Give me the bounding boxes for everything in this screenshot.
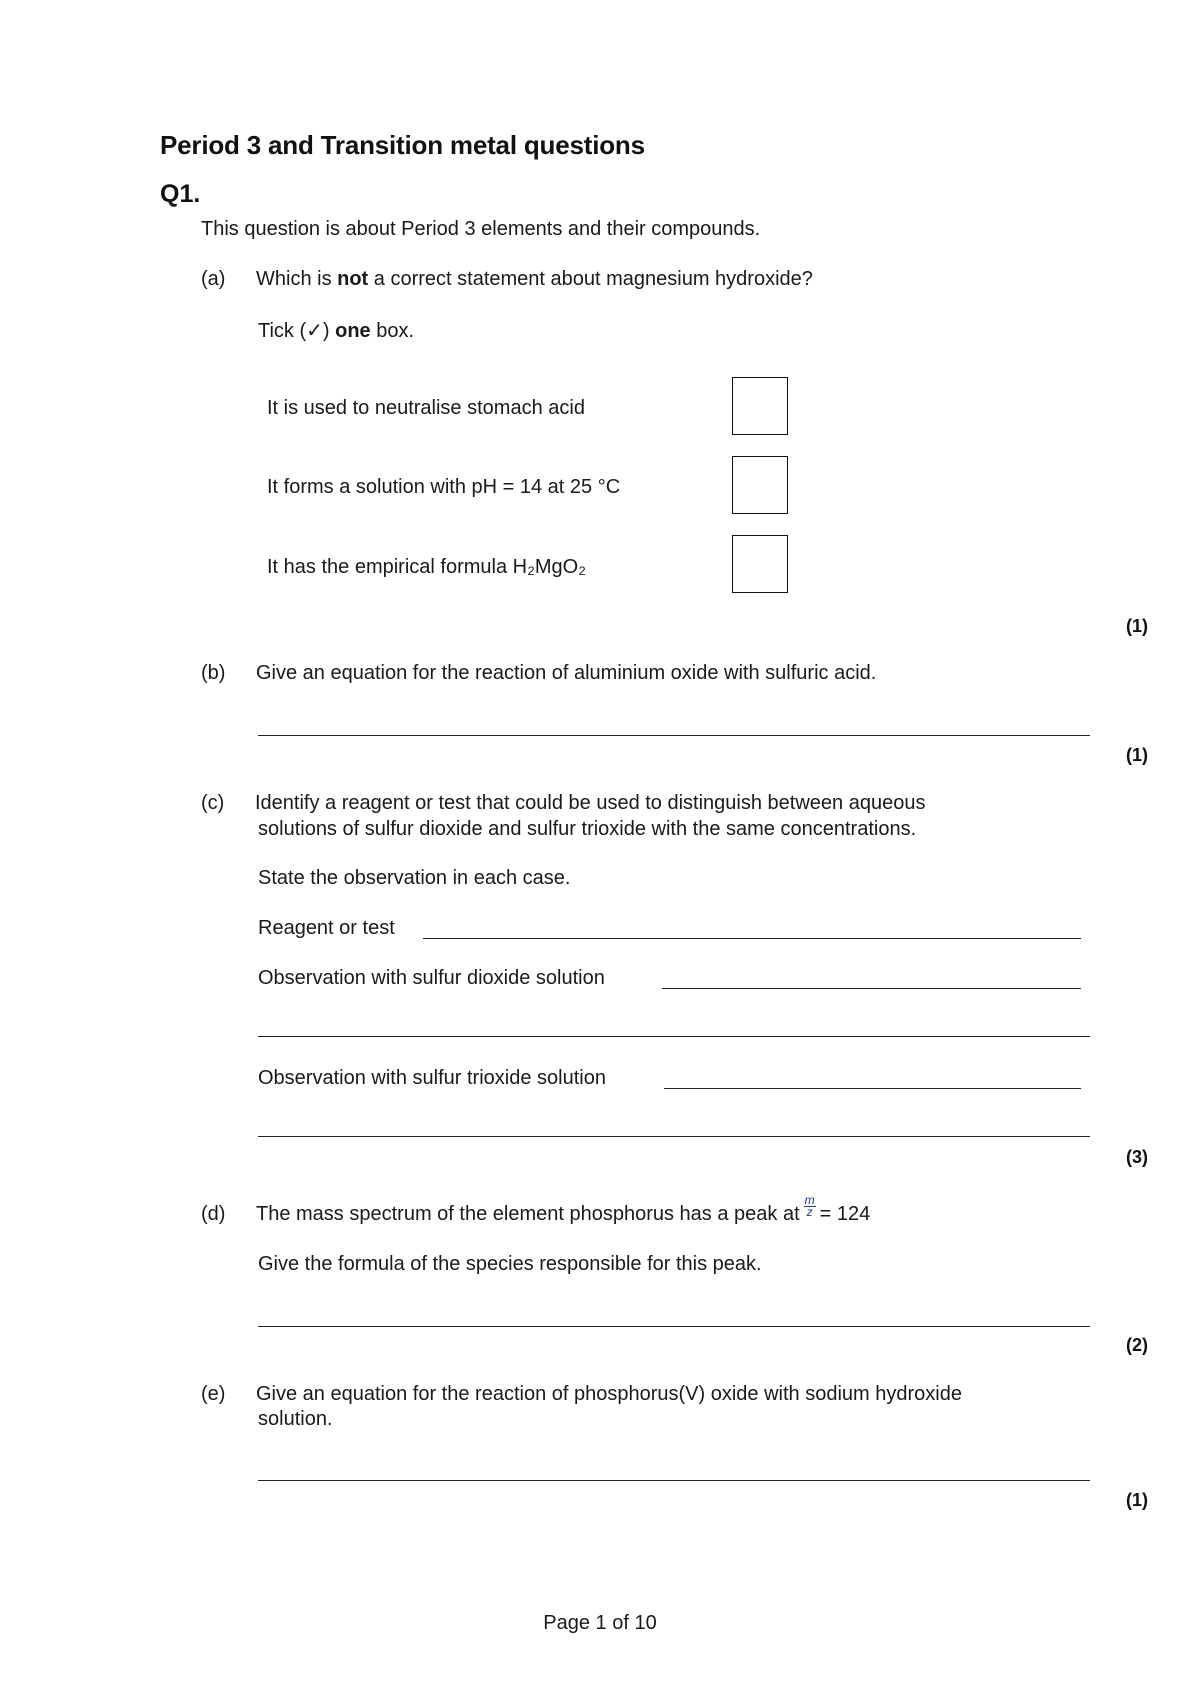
part-e-answer-line[interactable] (258, 1480, 1090, 1481)
part-d-text (256, 1193, 871, 1226)
part-c-marks: (3) (1126, 1147, 1148, 1167)
part-c-label: (c) (201, 792, 225, 814)
part-b-text: Give an equation for the reaction of aluminium oxide with sulfuric acid. (256, 662, 877, 684)
part-d-answer-line[interactable] (258, 1326, 1090, 1327)
part-a-marks: (1) (1126, 616, 1148, 636)
part-c-text-line2: solutions of sulfur dioxide and sulfur trioxide with the same concentrations. (258, 818, 917, 840)
obs-so3-label: Observation with sulfur trioxide solution (258, 1067, 606, 1089)
option-1-label: It is used to neutralise stomach acid (267, 397, 585, 419)
page-title: Period 3 and Transition metal questions (160, 130, 645, 160)
part-a-stem-before: Which is (256, 268, 338, 290)
reagent-label: Reagent or test (258, 917, 395, 939)
reagent-answer-line[interactable] (423, 938, 1081, 939)
option-2-label: It forms a solution with pH = 14 at 25 °C (267, 476, 621, 498)
part-b-label: (b) (201, 662, 226, 684)
tick-text-bold: one (335, 320, 371, 342)
question-intro: This question is about Period 3 elements and their compounds. (201, 218, 761, 240)
part-b-answer-line[interactable] (258, 735, 1090, 736)
part-e-marks: (1) (1126, 1490, 1148, 1510)
tick-text-after: box. (370, 320, 415, 342)
obs-so2-answer-line[interactable] (662, 988, 1081, 989)
part-a-stem (256, 268, 813, 291)
page-number: Page 1 of 10 (543, 1612, 657, 1634)
option-3-label: It has the empirical formula H₂MgO₂ (267, 556, 586, 578)
tick-text-before: Tick ( (258, 320, 307, 342)
obs-so3-answer-line-2[interactable] (258, 1136, 1090, 1137)
m-over-z-fraction (804, 1195, 816, 1218)
option-1-checkbox[interactable] (732, 377, 788, 435)
part-d-text-after: = 124 (819, 1203, 871, 1225)
part-d-label: (d) (201, 1203, 226, 1225)
part-b-marks: (1) (1126, 745, 1148, 765)
fraction-denominator: z (806, 1205, 813, 1220)
part-e-text-line1: Give an equation for the reaction of phosphorus(V) oxide with sodium hydroxide (256, 1383, 962, 1405)
part-a-stem-bold: not (337, 268, 369, 290)
part-d-question: Give the formula of the species responsible for this peak. (258, 1253, 762, 1275)
fraction-numerator: m (804, 1193, 815, 1208)
option-3-checkbox[interactable] (732, 535, 788, 593)
question-number: Q1. (160, 180, 201, 208)
part-c-instruction: State the observation in each case. (258, 867, 571, 889)
part-d-marks: (2) (1126, 1335, 1148, 1355)
option-2-checkbox[interactable] (732, 456, 788, 514)
part-e-label: (e) (201, 1383, 226, 1405)
part-a-stem-after: a correct statement about magnesium hydroxide? (368, 268, 813, 290)
part-c-text-line1: Identify a reagent or test that could be used to distinguish between aqueous (255, 792, 926, 814)
part-d-text-before: The mass spectrum of the element phosphorus has a peak at (256, 1203, 800, 1225)
part-a-tick-instruction (258, 318, 414, 343)
part-e-text-line2: solution. (258, 1408, 333, 1430)
tick-icon: ✓ (306, 320, 323, 342)
part-a-label: (a) (201, 268, 226, 290)
obs-so3-answer-line[interactable] (664, 1088, 1081, 1089)
obs-so2-label: Observation with sulfur dioxide solution (258, 967, 605, 989)
tick-text-mid: ) (322, 320, 336, 342)
obs-so2-answer-line-2[interactable] (258, 1036, 1090, 1037)
